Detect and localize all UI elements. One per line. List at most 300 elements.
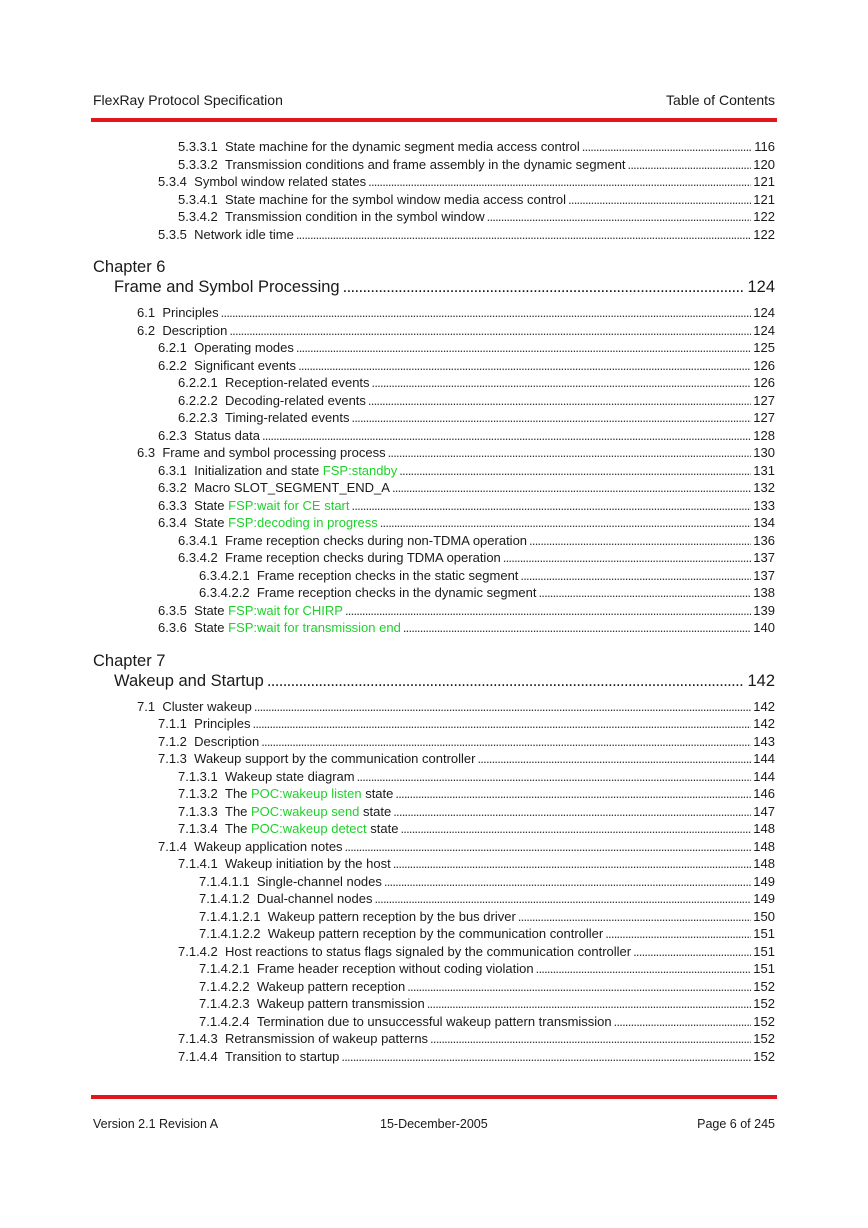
toc-entry-title	[199, 890, 372, 908]
toc-entry-number: 7.1.4.1.2.2	[199, 926, 261, 941]
toc-entry[interactable]	[93, 855, 775, 873]
toc-entry-text: Frame reception checks in the dynamic segment	[256, 585, 537, 600]
dot-leader	[380, 514, 752, 532]
toc-entry-page: 146	[753, 786, 775, 801]
toc-entry-page: 139	[753, 602, 775, 618]
dot-leader	[427, 995, 752, 1013]
toc-entry-number: 6.3.4.2.1	[199, 567, 250, 583]
toc-entry-text: Frame header reception without coding violation	[256, 961, 534, 976]
toc-entry[interactable]	[93, 479, 775, 497]
toc-entry-title	[158, 715, 251, 733]
toc-entry[interactable]	[93, 820, 775, 838]
toc-entry-number: 7.1.4	[158, 838, 187, 854]
toc-entry-number: 6.3.4.2.2	[199, 585, 250, 600]
state-link[interactable]: POC:wakeup detect	[251, 821, 367, 836]
toc-entry-number: 7.1.4.2.3	[199, 996, 250, 1011]
toc-entry-page: 147	[753, 803, 775, 819]
dot-leader	[345, 838, 752, 856]
dot-leader	[395, 785, 751, 803]
toc-entry-page: 128	[753, 427, 775, 443]
toc-entry[interactable]	[93, 567, 775, 585]
toc-entry-number: 7.1.4.1.1	[199, 873, 250, 889]
toc-entry-text: Wakeup support by the communication controller	[194, 751, 476, 766]
toc-entry-page: 122	[753, 209, 775, 224]
toc-entry-number: 7.1.2	[158, 733, 187, 749]
toc-entry-page: 149	[753, 891, 775, 906]
toc-entry-page: 125	[753, 340, 775, 355]
toc-entry-number: 6.2.2.3	[178, 410, 218, 425]
dot-leader	[536, 960, 752, 978]
toc-entry-page: 121	[753, 174, 775, 189]
toc-entry-number: 5.3.4.1	[178, 191, 218, 207]
dot-leader	[393, 803, 751, 821]
chapter-label: Chapter 6	[93, 258, 166, 276]
dot-leader	[393, 855, 752, 873]
toc-entry-number: 6.3.4.1	[178, 532, 218, 548]
toc-entry-number: 7.1.3	[158, 751, 187, 766]
toc-entry-text: Initialization and state	[194, 462, 323, 478]
toc-entry-page: 151	[753, 961, 775, 976]
dot-leader	[633, 943, 751, 961]
toc-entry-text: Decoding-related events	[225, 392, 366, 408]
toc-entry-text: State machine for the symbol window media access control	[225, 191, 567, 207]
toc-entry[interactable]	[93, 392, 775, 410]
toc-entry-page: 148	[753, 838, 775, 854]
toc-entry[interactable]	[93, 191, 775, 209]
toc-entry-title	[158, 838, 343, 856]
state-link[interactable]: FSP:standby	[322, 462, 398, 478]
toc-entry-number: 7.1.4.1	[178, 856, 218, 871]
toc-entry[interactable]	[93, 304, 775, 322]
toc-entry[interactable]	[93, 925, 775, 943]
toc-entry-title	[199, 978, 405, 996]
toc-entry-title	[137, 698, 252, 716]
dot-leader	[529, 532, 751, 550]
dot-leader	[352, 497, 752, 515]
toc-entry[interactable]	[93, 374, 775, 392]
toc-entry-page: 143	[753, 733, 775, 749]
toc-entry[interactable]	[93, 409, 775, 427]
dot-leader	[261, 733, 751, 751]
toc-entry-page: 121	[753, 191, 775, 207]
toc-entry[interactable]	[93, 138, 775, 156]
footer-rule	[91, 1095, 777, 1099]
toc-entry-title	[178, 156, 626, 174]
toc-entry-title	[137, 304, 219, 322]
toc-entry-title	[178, 208, 485, 226]
toc-entry-text: Wakeup pattern transmission	[256, 996, 425, 1011]
toc-entry[interactable]	[93, 995, 775, 1013]
toc-entry-number: 7.1.3.3	[178, 803, 218, 819]
dot-leader	[399, 462, 751, 480]
toc-entry-page: 122	[753, 226, 775, 242]
toc-entry[interactable]	[93, 978, 775, 996]
dot-leader	[614, 1013, 752, 1031]
toc-entry-title	[178, 1030, 428, 1048]
toc-entry-text: State	[194, 602, 229, 618]
toc-entry[interactable]	[93, 750, 775, 768]
toc-entry[interactable]	[93, 873, 775, 891]
toc-entry[interactable]	[93, 785, 775, 803]
toc-entry-title	[178, 191, 566, 209]
dot-leader	[229, 322, 751, 340]
toc-entry-title	[158, 226, 294, 244]
toc-entry-text: State machine for the dynamic segment media access control	[225, 139, 580, 154]
state-link[interactable]: FSP:wait for CHIRP	[228, 602, 343, 618]
toc-entry-text: Transmission condition in the symbol window	[225, 209, 485, 224]
toc-entry-title	[137, 322, 227, 340]
toc-entry-page: 142	[753, 698, 775, 714]
toc-entry-number: 5.3.3.1	[178, 139, 218, 154]
toc-entry-text: Description	[162, 322, 228, 338]
toc-entry-number: 6.2.2	[158, 357, 187, 373]
toc-entry-page: 152	[753, 1013, 775, 1029]
toc-entry-title	[158, 750, 475, 768]
toc-entry[interactable]	[93, 943, 775, 961]
toc-entry-number: 6.2.3	[158, 427, 187, 443]
toc-entry-text: Frame and symbol processing process	[162, 445, 386, 460]
toc-entry-number: 7.1.4.2.4	[199, 1013, 250, 1029]
toc-entry-title	[199, 873, 382, 891]
toc-entry-number: 7.1.3.1	[178, 768, 218, 784]
chapter-6-entries	[93, 304, 775, 637]
toc-entry-title	[178, 549, 501, 567]
toc-entry[interactable]	[93, 584, 775, 602]
toc-entry[interactable]	[93, 514, 775, 532]
toc-entry-page: 152	[753, 1031, 775, 1046]
toc-entry-page: 148	[753, 856, 775, 871]
page-header	[93, 92, 775, 110]
dot-leader	[296, 339, 751, 357]
chapter-7-heading[interactable]	[93, 651, 775, 698]
toc-entry-text: State	[194, 620, 229, 635]
chapter-title: Frame and Symbol Processing	[114, 278, 340, 296]
toc-entry-text: Single-channel nodes	[256, 873, 382, 889]
toc-entry-title	[178, 943, 631, 961]
toc-entry-number: 6.2.2.2	[178, 392, 218, 408]
dot-leader	[368, 173, 751, 191]
toc-entry-page: 127	[753, 410, 775, 425]
toc-entry-text: Wakeup initiation by the host	[225, 856, 391, 871]
toc-entry-page: 149	[753, 873, 775, 889]
toc-entry-text: Operating modes	[194, 340, 294, 355]
toc-entry[interactable]	[93, 1048, 775, 1066]
toc-entry-text: The	[225, 821, 252, 836]
table-of-contents	[93, 138, 775, 1065]
toc-entry-number: 7.1.4.1.2.1	[199, 908, 261, 924]
toc-entry-title	[178, 392, 366, 410]
toc-entry-page: 142	[753, 716, 775, 731]
dot-leader	[357, 768, 752, 786]
toc-entry-page: 152	[753, 1048, 775, 1064]
state-link[interactable]: FSP:wait for transmission end	[228, 620, 401, 635]
toc-entry-text: Frame reception checks during non-TDMA operation	[225, 532, 528, 548]
toc-entry-text: Principles	[162, 305, 219, 320]
chapter-title: Wakeup and Startup	[114, 671, 264, 690]
dot-leader	[374, 890, 751, 908]
toc-entry[interactable]	[93, 444, 775, 462]
toc-entry-page: 150	[753, 908, 775, 924]
toc-entry-page: 124	[753, 322, 775, 338]
toc-entry-text: State	[194, 497, 229, 513]
toc-entry-page: 138	[753, 585, 775, 600]
toc-entry-title	[158, 427, 260, 445]
toc-entry[interactable]	[93, 960, 775, 978]
toc-entry-page: 120	[753, 156, 775, 172]
toc-entry-text: Wakeup pattern reception	[256, 978, 406, 994]
toc-entry-suffix: state	[359, 803, 392, 819]
toc-entry-number: 6.3.4	[158, 515, 187, 530]
toc-entry-page: 132	[753, 480, 775, 495]
toc-entry-number: 7.1.1	[158, 716, 187, 731]
dot-leader	[298, 357, 751, 375]
toc-entry-number: 7.1	[137, 698, 156, 714]
toc-entry[interactable]	[93, 1030, 775, 1048]
dot-leader	[372, 374, 752, 392]
toc-entry[interactable]	[93, 226, 775, 244]
toc-entry-page: 152	[753, 978, 775, 994]
toc-entry-title	[199, 1013, 612, 1031]
dot-leader	[262, 427, 751, 445]
toc-entry-number: 7.1.3.2	[178, 786, 218, 801]
toc-entry[interactable]	[93, 602, 775, 620]
dot-leader	[221, 304, 752, 322]
toc-entry[interactable]	[93, 715, 775, 733]
toc-entry[interactable]	[93, 322, 775, 340]
toc-entry-title	[199, 960, 534, 978]
toc-entry-title	[158, 733, 259, 751]
toc-entry-title	[199, 995, 425, 1013]
toc-entry-page: 134	[753, 515, 775, 530]
toc-entry-number: 7.1.3.4	[178, 821, 218, 836]
toc-entry-suffix: state	[361, 786, 394, 801]
toc-entry-number: 7.1.4.3	[178, 1031, 218, 1046]
toc-entry-number: 5.3.5	[158, 226, 187, 242]
toc-entry[interactable]	[93, 532, 775, 550]
toc-entry-title	[199, 584, 536, 602]
dot-leader	[392, 479, 751, 497]
toc-entry-number: 6.3.1	[158, 462, 187, 478]
dot-leader	[568, 191, 751, 209]
toc-entry-text: The	[225, 786, 252, 801]
dot-leader	[503, 549, 752, 567]
dot-leader	[628, 156, 752, 174]
dot-leader	[368, 392, 751, 410]
header-section-title: Table of Contents	[666, 92, 775, 108]
dot-leader	[345, 602, 751, 620]
dot-leader	[388, 444, 752, 462]
footer-date: 15-December-2005	[380, 1117, 488, 1131]
toc-entry-text: Reception-related events	[225, 375, 370, 390]
toc-entry-text: Frame reception checks in the static segment	[256, 567, 519, 583]
toc-entry-text: Dual-channel nodes	[256, 891, 373, 906]
dot-leader	[520, 567, 751, 585]
dot-leader	[407, 978, 751, 996]
toc-entry-text: Network idle time	[194, 226, 294, 242]
toc-entry-title	[178, 855, 391, 873]
toc-entry-text: Wakeup pattern reception by the communication controller	[267, 926, 604, 941]
toc-entry-page: 127	[753, 392, 775, 408]
toc-entry[interactable]	[93, 803, 775, 821]
toc-entry[interactable]	[93, 1013, 775, 1031]
toc-entry[interactable]	[93, 619, 775, 637]
toc-entry-title	[178, 138, 580, 156]
toc-entry-text: Wakeup application notes	[194, 838, 343, 854]
toc-entry-title	[178, 1048, 339, 1066]
toc-entry-page: 140	[753, 620, 775, 635]
toc-entry-title	[178, 768, 355, 786]
toc-entry-text: Transition to startup	[225, 1048, 340, 1064]
toc-entry-title	[199, 925, 603, 943]
toc-entry-number: 6.2.1	[158, 340, 187, 355]
toc-entry-text: Status data	[194, 427, 260, 443]
toc-entry-page: 126	[753, 357, 775, 373]
toc-entry-suffix: state	[366, 821, 399, 836]
toc-entry-title	[158, 479, 390, 497]
dot-leader	[400, 820, 751, 838]
toc-entry-number: 5.3.4.2	[178, 209, 218, 224]
dot-leader	[518, 908, 752, 926]
toc-entry-title	[199, 567, 518, 585]
footer-page-number: Page 6 of 245	[697, 1117, 775, 1131]
toc-entry-number: 7.1.4.1.2	[199, 891, 250, 906]
toc-entry[interactable]	[93, 838, 775, 856]
state-link[interactable]: FSP:wait for CE start	[228, 497, 350, 513]
toc-entry[interactable]	[93, 208, 775, 226]
dot-leader	[341, 1048, 751, 1066]
chapter-6-heading[interactable]	[93, 257, 775, 304]
toc-entry-title	[158, 339, 294, 357]
toc-entry-text: Frame reception checks during TDMA operation	[225, 550, 501, 565]
dot-leader	[430, 1030, 751, 1048]
toc-entry-text: Wakeup pattern reception by the bus driver	[267, 908, 516, 924]
toc-entry-number: 6.3.6	[158, 620, 187, 635]
toc-entry-text: Transmission conditions and frame assembly in the dynamic segment	[225, 156, 626, 172]
toc-entry[interactable]	[93, 733, 775, 751]
toc-entry[interactable]	[93, 768, 775, 786]
dot-leader	[487, 208, 752, 226]
dot-leader	[296, 226, 751, 244]
toc-entry-page: 131	[753, 462, 775, 478]
toc-entry-page: 151	[753, 926, 775, 941]
toc-entry-title	[178, 803, 391, 821]
toc-entry-page: 151	[753, 943, 775, 959]
toc-entry-text: Significant events	[194, 357, 297, 373]
toc-entry-title	[158, 173, 366, 191]
chapter-7-entries	[93, 698, 775, 1066]
chapter-label: Chapter 7	[93, 651, 166, 670]
toc-entry[interactable]	[93, 173, 775, 191]
toc-entry-title	[158, 602, 343, 620]
dot-leader	[605, 925, 751, 943]
toc-entry-number: 6.3.4.2	[178, 550, 218, 565]
chapter-page: 142	[747, 671, 775, 690]
state-link[interactable]: FSP:decoding in progress	[228, 515, 378, 530]
toc-entry-text: Wakeup state diagram	[225, 768, 355, 784]
toc-entry-number: 7.1.4.4	[178, 1048, 218, 1064]
dot-leader	[384, 873, 751, 891]
toc-entry-page: 124	[753, 305, 775, 320]
toc-entry-number: 5.3.3.2	[178, 156, 218, 172]
state-link[interactable]: POC:wakeup listen	[251, 786, 362, 801]
toc-entry-number: 6.3.2	[158, 480, 187, 495]
toc-entry-title	[158, 497, 350, 515]
dot-leader	[352, 409, 752, 427]
toc-entry-text: The	[225, 803, 252, 819]
footer-version: Version 2.1 Revision A	[93, 1117, 219, 1131]
toc-entry-page: 144	[753, 768, 775, 784]
toc-entry-text: Timing-related events	[225, 410, 350, 425]
toc-entry[interactable]	[93, 462, 775, 480]
state-link[interactable]: POC:wakeup send	[251, 803, 360, 819]
toc-entry-title	[178, 820, 398, 838]
toc-entry-number: 6.2	[137, 322, 156, 338]
toc-entry-number: 6.3	[137, 445, 156, 460]
toc-entry-title	[199, 908, 516, 926]
toc-entry-text: Symbol window related states	[194, 174, 367, 189]
toc-entry-page: 116	[754, 139, 775, 154]
toc-entry[interactable]	[93, 890, 775, 908]
toc-entry-text: Principles	[194, 716, 251, 731]
toc-entry[interactable]	[93, 156, 775, 174]
toc-entry[interactable]	[93, 339, 775, 357]
toc-entry-number: 5.3.4	[158, 174, 187, 189]
dot-leader	[403, 619, 751, 637]
toc-entry-number: 6.2.2.1	[178, 375, 218, 390]
toc-entry-page: 152	[753, 996, 775, 1011]
toc-entry-title	[158, 514, 378, 532]
toc-entry-page: 144	[753, 751, 775, 766]
dot-leader	[254, 698, 751, 716]
toc-entry-page: 137	[753, 550, 775, 565]
toc-entry-number: 7.1.4.2.1	[199, 961, 250, 976]
toc-entry-title	[178, 785, 393, 803]
toc-entry-title	[178, 374, 370, 392]
dot-leader	[538, 584, 751, 602]
header-document-title: FlexRay Protocol Specification	[93, 92, 283, 108]
toc-entry-number: 6.1	[137, 305, 156, 320]
toc-entry-page: 133	[753, 497, 775, 513]
dot-leader	[477, 750, 751, 768]
toc-entry-page: 148	[753, 821, 775, 836]
toc-entry-title	[158, 462, 397, 480]
toc-entry-page: 126	[753, 375, 775, 390]
toc-entry[interactable]	[93, 357, 775, 375]
toc-entry[interactable]	[93, 427, 775, 445]
chapter-page: 124	[747, 278, 775, 296]
toc-entry-page: 137	[753, 567, 775, 583]
toc-entry-text: Cluster wakeup	[162, 698, 252, 714]
toc-entry-number: 7.1.4.2	[178, 943, 218, 959]
toc-entry-text: Macro SLOT_SEGMENT_END_A	[194, 480, 390, 495]
toc-entry-page: 130	[753, 445, 775, 460]
toc-entry[interactable]	[93, 698, 775, 716]
toc-entry-title	[178, 409, 350, 427]
toc-entry-text: Host reactions to status flags signaled by the communication controller	[225, 943, 632, 959]
toc-entry-text: Description	[194, 733, 260, 749]
page-footer	[93, 1117, 775, 1135]
dot-leader	[253, 715, 752, 733]
toc-entry[interactable]	[93, 497, 775, 515]
toc-entry-number: 6.3.5	[158, 602, 187, 618]
toc-entry[interactable]	[93, 549, 775, 567]
toc-entry-title	[137, 444, 386, 462]
toc-entry-text: Termination due to unsuccessful wakeup pattern transmission	[256, 1013, 612, 1029]
toc-entry-title	[158, 619, 401, 637]
toc-entry-text: State	[194, 515, 229, 530]
toc-entry[interactable]	[93, 908, 775, 926]
toc-entry-title	[178, 532, 527, 550]
